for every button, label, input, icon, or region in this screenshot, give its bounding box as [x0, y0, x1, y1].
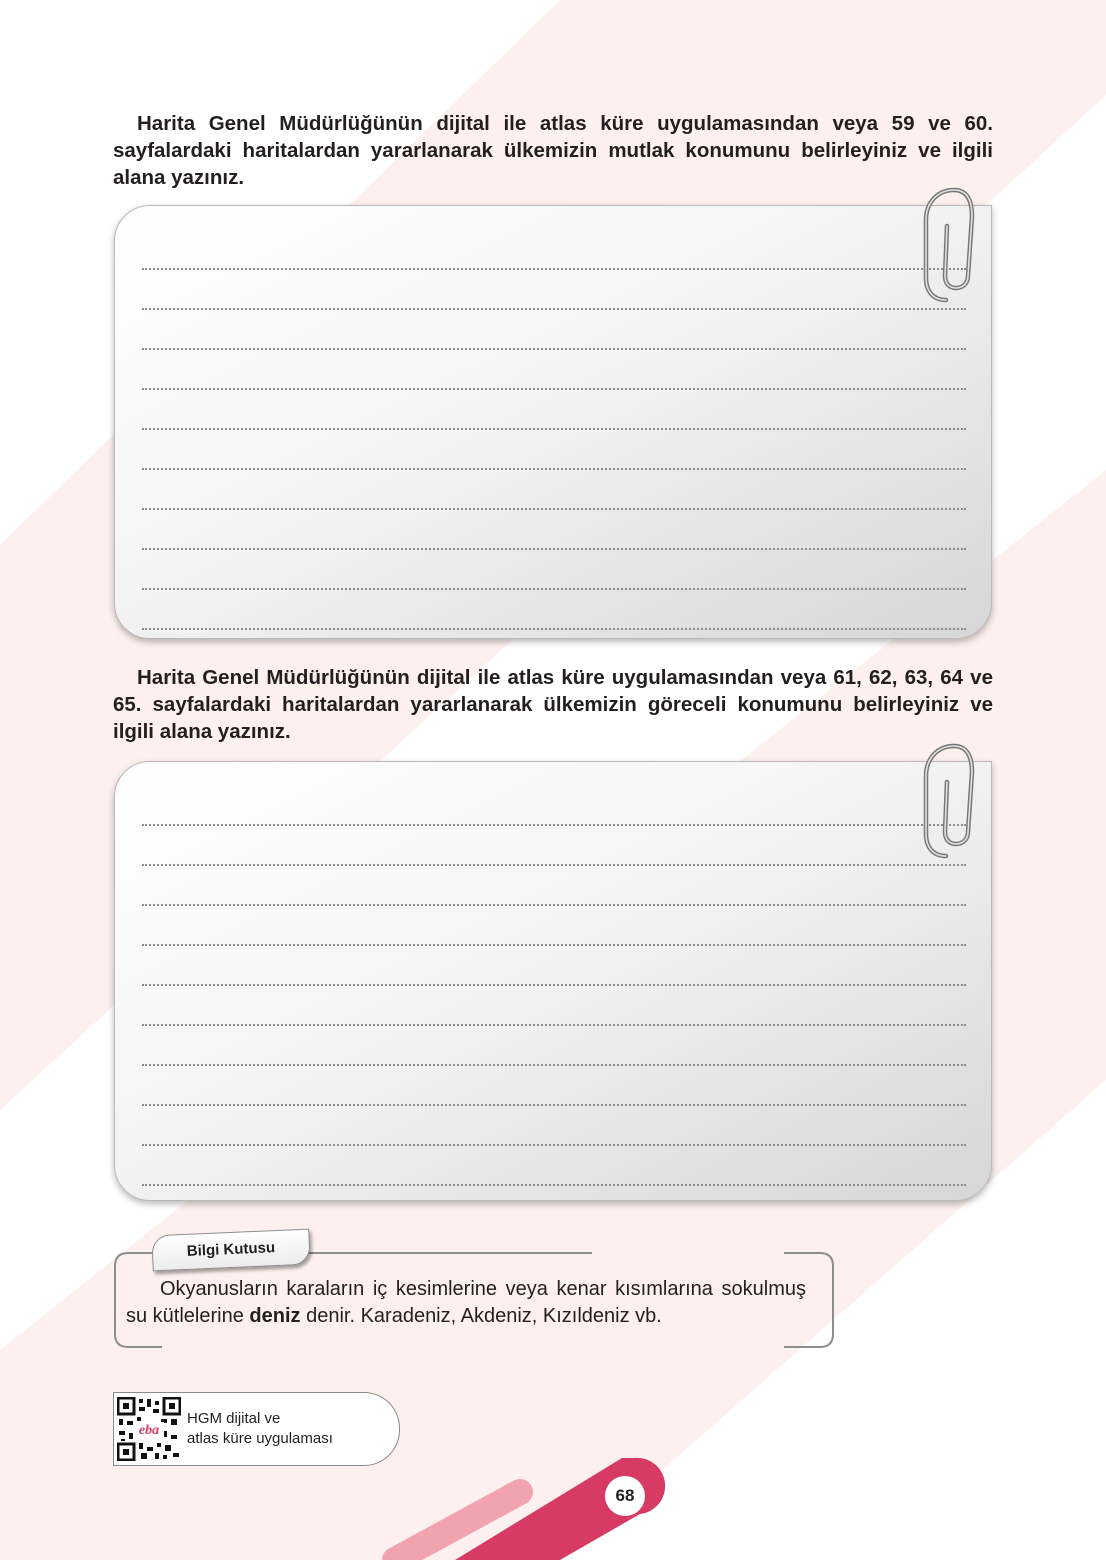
answer-line[interactable]: [142, 470, 966, 510]
info-box-label: Bilgi Kutusu: [151, 1229, 310, 1272]
info-bold-term: deniz: [249, 1305, 301, 1327]
answer-line[interactable]: [142, 866, 966, 906]
info-text-part: Okyanusların karaların iç kesimlerine veya kenar kısımlarına sokulmuş su kütlelerine: [126, 1278, 806, 1327]
answer-line[interactable]: [142, 590, 966, 630]
eba-logo: eba: [138, 1423, 160, 1438]
qr-note: [113, 1392, 400, 1466]
answer-line[interactable]: [142, 1066, 966, 1106]
answer-line[interactable]: [142, 1146, 966, 1186]
page-number: 68: [605, 1476, 645, 1516]
qr-note-line-2: atlas küre uygulaması: [187, 1430, 333, 1447]
question-1-text: Harita Genel Müdürlüğünün dijital ile atlas küre uygulamasından veya 59 ve 60. sayfalardaki haritalardan yararlanarak ülkemizin mutlak konumunu belirleyiniz ve ilgili alana yazınız.: [113, 112, 993, 189]
answer-card-2[interactable]: [114, 761, 992, 1201]
answer-line[interactable]: [142, 230, 966, 270]
qr-code-icon[interactable]: [117, 1397, 181, 1461]
answer-line[interactable]: [142, 826, 966, 866]
answer-line[interactable]: [142, 786, 966, 826]
answer-card-1[interactable]: [114, 205, 992, 639]
answer-lines-1: [142, 230, 966, 630]
answer-line[interactable]: [142, 550, 966, 590]
qr-note-text: [187, 1409, 333, 1449]
answer-line[interactable]: [142, 430, 966, 470]
info-text-part: denir. Karadeniz, Akdeniz, Kızıldeniz vb.: [300, 1305, 662, 1327]
answer-lines-2: [142, 786, 966, 1186]
answer-line[interactable]: [142, 350, 966, 390]
info-box-text: [126, 1276, 806, 1330]
info-box: [114, 1239, 834, 1348]
answer-line[interactable]: [142, 270, 966, 310]
paperclip-icon: [918, 736, 976, 860]
answer-line[interactable]: [142, 946, 966, 986]
question-2-text: Harita Genel Müdürlüğünün dijital ile atlas küre uygulamasından veya 61, 62, 63, 64 ve 65. sayfalardaki haritalardan yararlanarak ülkemizin göreceli konumunu belirleyiniz ve ilgili alana yazınız.: [113, 666, 993, 743]
answer-line[interactable]: [142, 310, 966, 350]
answer-line[interactable]: [142, 1026, 966, 1066]
answer-line[interactable]: [142, 1106, 966, 1146]
paperclip-icon: [918, 180, 976, 304]
answer-line[interactable]: [142, 906, 966, 946]
answer-line[interactable]: [142, 390, 966, 430]
answer-line[interactable]: [142, 986, 966, 1026]
answer-line[interactable]: [142, 510, 966, 550]
qr-note-line-1: HGM dijital ve: [187, 1410, 281, 1427]
